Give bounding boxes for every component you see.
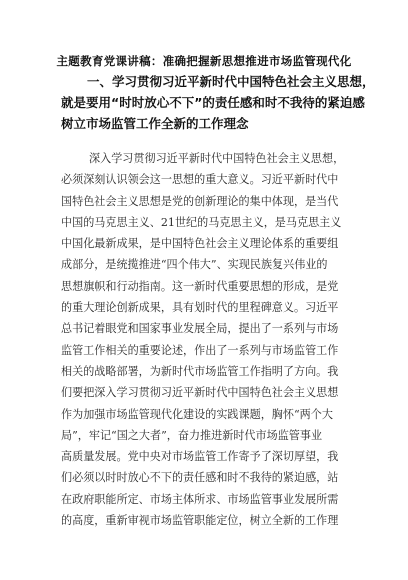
section-heading-line: 树立市场监管工作全新的工作理念 [61,116,249,131]
paragraph-line: 相关的战略部署，为新时代市场监管工作指明了方向。我 [61,364,339,378]
paragraph-line: 的重大理论创新成果，具有划时代的里程碑意义。习近平 [61,301,339,315]
document-title: 主题教育党课讲稿：准确把握新思想推进市场监管现代化 [56,54,352,68]
paragraph-line: 们要把深入学习贯彻习近平新时代中国特色社会主义思想 [61,386,339,400]
paragraph-line: 监管工作相关的重要论述，作出了一系列与市场监管工作 [61,343,339,357]
paragraph-line: 国特色社会主义思想是党的创新理论的集中体现，是当代 [61,194,339,208]
paragraph-line: 在政府职能所定、市场主体所求、市场监管事业发展所需 [61,492,339,506]
paragraph-line: 们必须以时时放心不下的责任感和时不我待的紧迫感，站 [61,471,339,485]
paragraph-line: 中国的马克思主义、21世纪的马克思主义，是马克思主义 [61,215,342,229]
paragraph-line: 作为加强市场监管现代化建设的实践课题，胸怀“两个大 [61,407,333,421]
paragraph-line: 的高度，重新审视市场监管职能定位，树立全新的工作理 [61,514,339,528]
body-paragraph [61,148,361,531]
paragraph-line: 思想旗帜和行动指南。这一新时代重要思想的形成，是党 [61,279,339,293]
paragraph-line: 深入学习贯彻习近平新时代中国特色社会主义思想， [89,152,345,165]
section-heading [61,71,375,134]
paragraph-line: 总书记着眼党和国家事业发展全局，提出了一系列与市场 [61,322,339,336]
section-heading-line: 一、学习贯彻习近平新时代中国特色社会主义思想， [87,74,375,89]
paragraph-line: 成部分，是统揽推进“四个伟大”、实现民族复兴伟业的 [61,258,328,272]
paragraph-line: 必须深刻认识领会这一思想的重大意义。习近平新时代中 [61,173,339,187]
section-heading-line: 就是要用“时时放心不下”的责任感和时不我待的紧迫感 [61,95,365,110]
paragraph-line: 局”，牢记“国之大者”，奋力推进新时代市场监管事业 [61,428,323,442]
paragraph-line: 中国化最新成果，是中国特色社会主义理论体系的重要组 [61,237,339,251]
paragraph-line: 高质量发展。党中央对市场监管工作寄予了深切厚望，我 [61,450,339,464]
